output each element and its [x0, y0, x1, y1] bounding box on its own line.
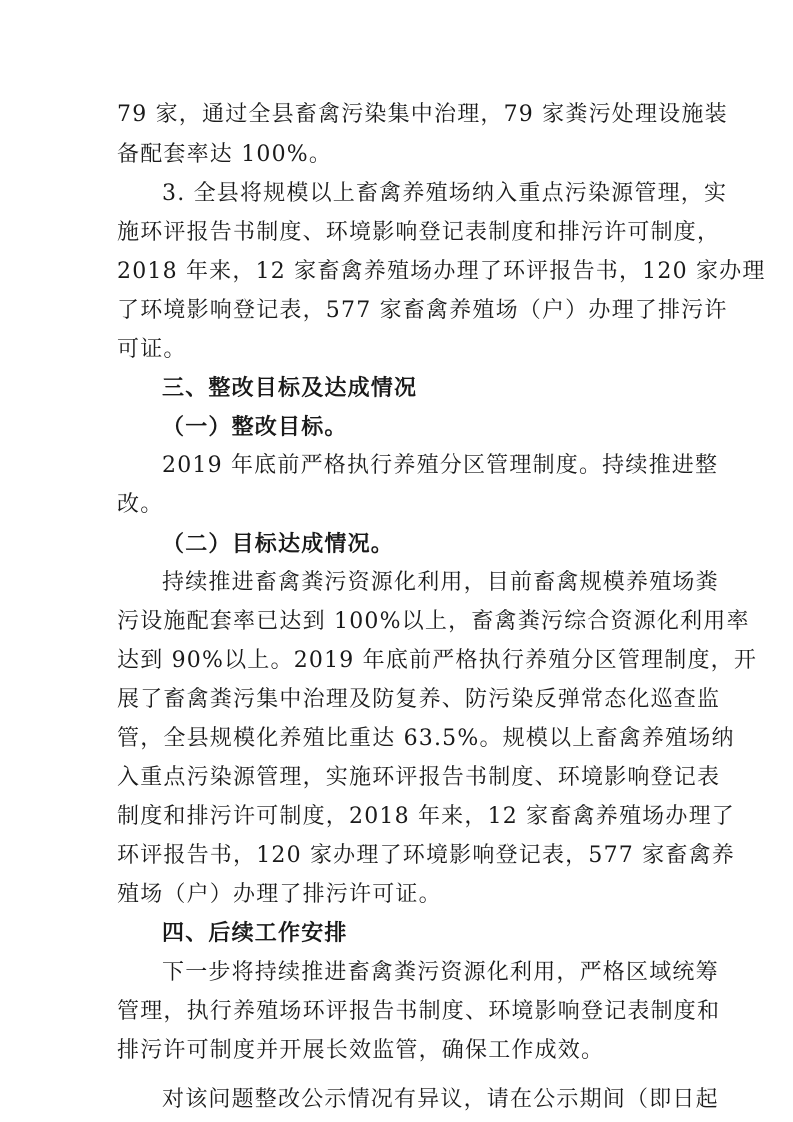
paragraph-line: 殖场（户）办理了排污许可证。 [117, 882, 442, 907]
paragraph-line: 入重点污染源管理，实施环评报告书制度、环境影响登记表 [117, 765, 721, 790]
paragraph-line: 管，全县规模化养殖比重达 63.5%。规模以上畜禽养殖场纳 [117, 726, 735, 751]
paragraph-line: 制度和排污许可制度，2018 年来，12 家畜禽养殖场办理了 [117, 804, 735, 829]
paragraph-line: 可证。 [117, 337, 187, 362]
subheading-2: （二）目标达成情况。 [162, 531, 395, 557]
paragraph-line: 管理，执行养殖场环评报告书制度、环境影响登记表制度和 [117, 999, 721, 1024]
paragraph-line: 79 家，通过全县畜禽污染集中治理，79 家粪污处理设施装 [117, 102, 728, 127]
paragraph-line: 2018 年来，12 家畜禽养殖场办理了环评报告书，120 家办理 [117, 259, 766, 284]
paragraph-line: 展了畜禽粪污集中治理及防复养、防污染反弹常态化巡查监 [117, 687, 721, 712]
paragraph-line: 对该问题整改公示情况有异议，请在公示期间（即日起 [162, 1087, 719, 1112]
paragraph-line: 达到 90%以上。2019 年底前严格执行养殖分区管理制度，开 [117, 648, 758, 673]
paragraph-line: 环评报告书，120 家办理了环境影响登记表，577 家畜禽养 [117, 843, 735, 868]
paragraph-line: 排污许可制度并开展长效监管，确保工作成效。 [117, 1038, 605, 1063]
subheading-1: （一）整改目标。 [162, 414, 348, 440]
paragraph-line: 了环境影响登记表，577 家畜禽养殖场（户）办理了排污许 [117, 298, 728, 323]
paragraph-line: 污设施配套率已达到 100%以上，畜禽粪污综合资源化利用率 [117, 609, 750, 634]
section-heading-3: 三、整改目标及达成情况 [162, 376, 418, 401]
paragraph-line: 下一步将持续推进畜禽粪污资源化利用，严格区域统筹 [162, 960, 719, 985]
paragraph-line: 2019 年底前严格执行养殖分区管理制度。持续推进整 [162, 453, 719, 478]
paragraph-line: 备配套率达 100%。 [117, 142, 333, 167]
paragraph-line: 持续推进畜禽粪污资源化利用，目前畜禽规模养殖场粪 [162, 570, 719, 595]
paragraph-line: 施环评报告书制度、环境影响登记表制度和排污许可制度， [117, 220, 721, 245]
paragraph-line: 3. 全县将规模以上畜禽养殖场纳入重点污染源管理，实 [162, 181, 728, 206]
section-heading-4: 四、后续工作安排 [162, 921, 348, 946]
paragraph-line: 改。 [117, 492, 164, 517]
